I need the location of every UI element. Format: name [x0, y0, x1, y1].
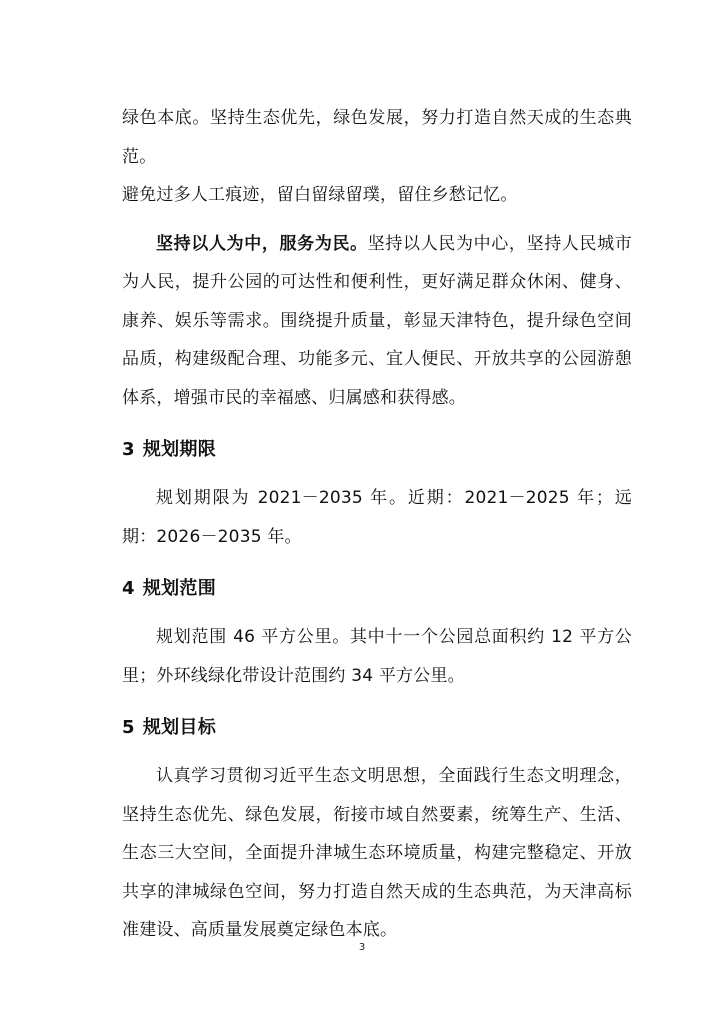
section-3-number: 3: [122, 439, 135, 460]
section-4-title: 规划范围: [142, 578, 217, 599]
section-3-body: 规划期限为 2021－2035 年。近期：2021－2025 年；远期：2026－2035 年。: [122, 488, 632, 547]
section-5-heading: [122, 713, 632, 743]
section-3-heading: [122, 435, 632, 465]
document-body: [122, 99, 632, 950]
paragraph-intro-1: 绿色本底。坚持生态优先，绿色发展，努力打造自然天成的生态典范。: [122, 108, 632, 167]
section-5-title: 规划目标: [142, 717, 217, 738]
section-5-body: 认真学习贯彻习近平生态文明思想，全面践行生态文明理念，坚持生态优先、绿色发展，衔接市域自然要素，统筹生产、生活、生态三大空间，全面提升津城生态环境质量，构建完整稳定、开放共享的津城绿色空间，努力打造自然天成的生态典范，为天津高标准建设、高质量发展奠定绿色本底。: [122, 766, 632, 940]
section-4-number: 4: [122, 578, 135, 599]
page-number: 3: [358, 942, 366, 953]
paragraph-people: [122, 225, 632, 418]
paragraph-people-lead: 坚持以人为中，服务为民。: [156, 233, 368, 254]
section-4-body: 规划范围 46 平方公里。其中十一个公园总面积约 12 平方公里；外环线绿化带设计范围约 34 平方公里。: [122, 627, 632, 686]
section-5-number: 5: [122, 717, 135, 738]
paragraph-people-body: 坚持以人民为中心，坚持人民城市为人民，提升公园的可达性和便利性，更好满足群众休闲、健身、康养、娱乐等需求。围绕提升质量，彰显天津特色，提升绿色空间品质，构建级配合理、功能多元、宜人便民、开放共享的公园游憩体系，增强市民的幸福感、归属感和获得感。: [122, 233, 633, 408]
section-4-heading: [122, 574, 632, 604]
paragraph-intro-2: 避免过多人工痕迹，留白留绿留璞，留住乡愁记忆。: [122, 185, 518, 205]
section-3-title: 规划期限: [142, 439, 217, 460]
